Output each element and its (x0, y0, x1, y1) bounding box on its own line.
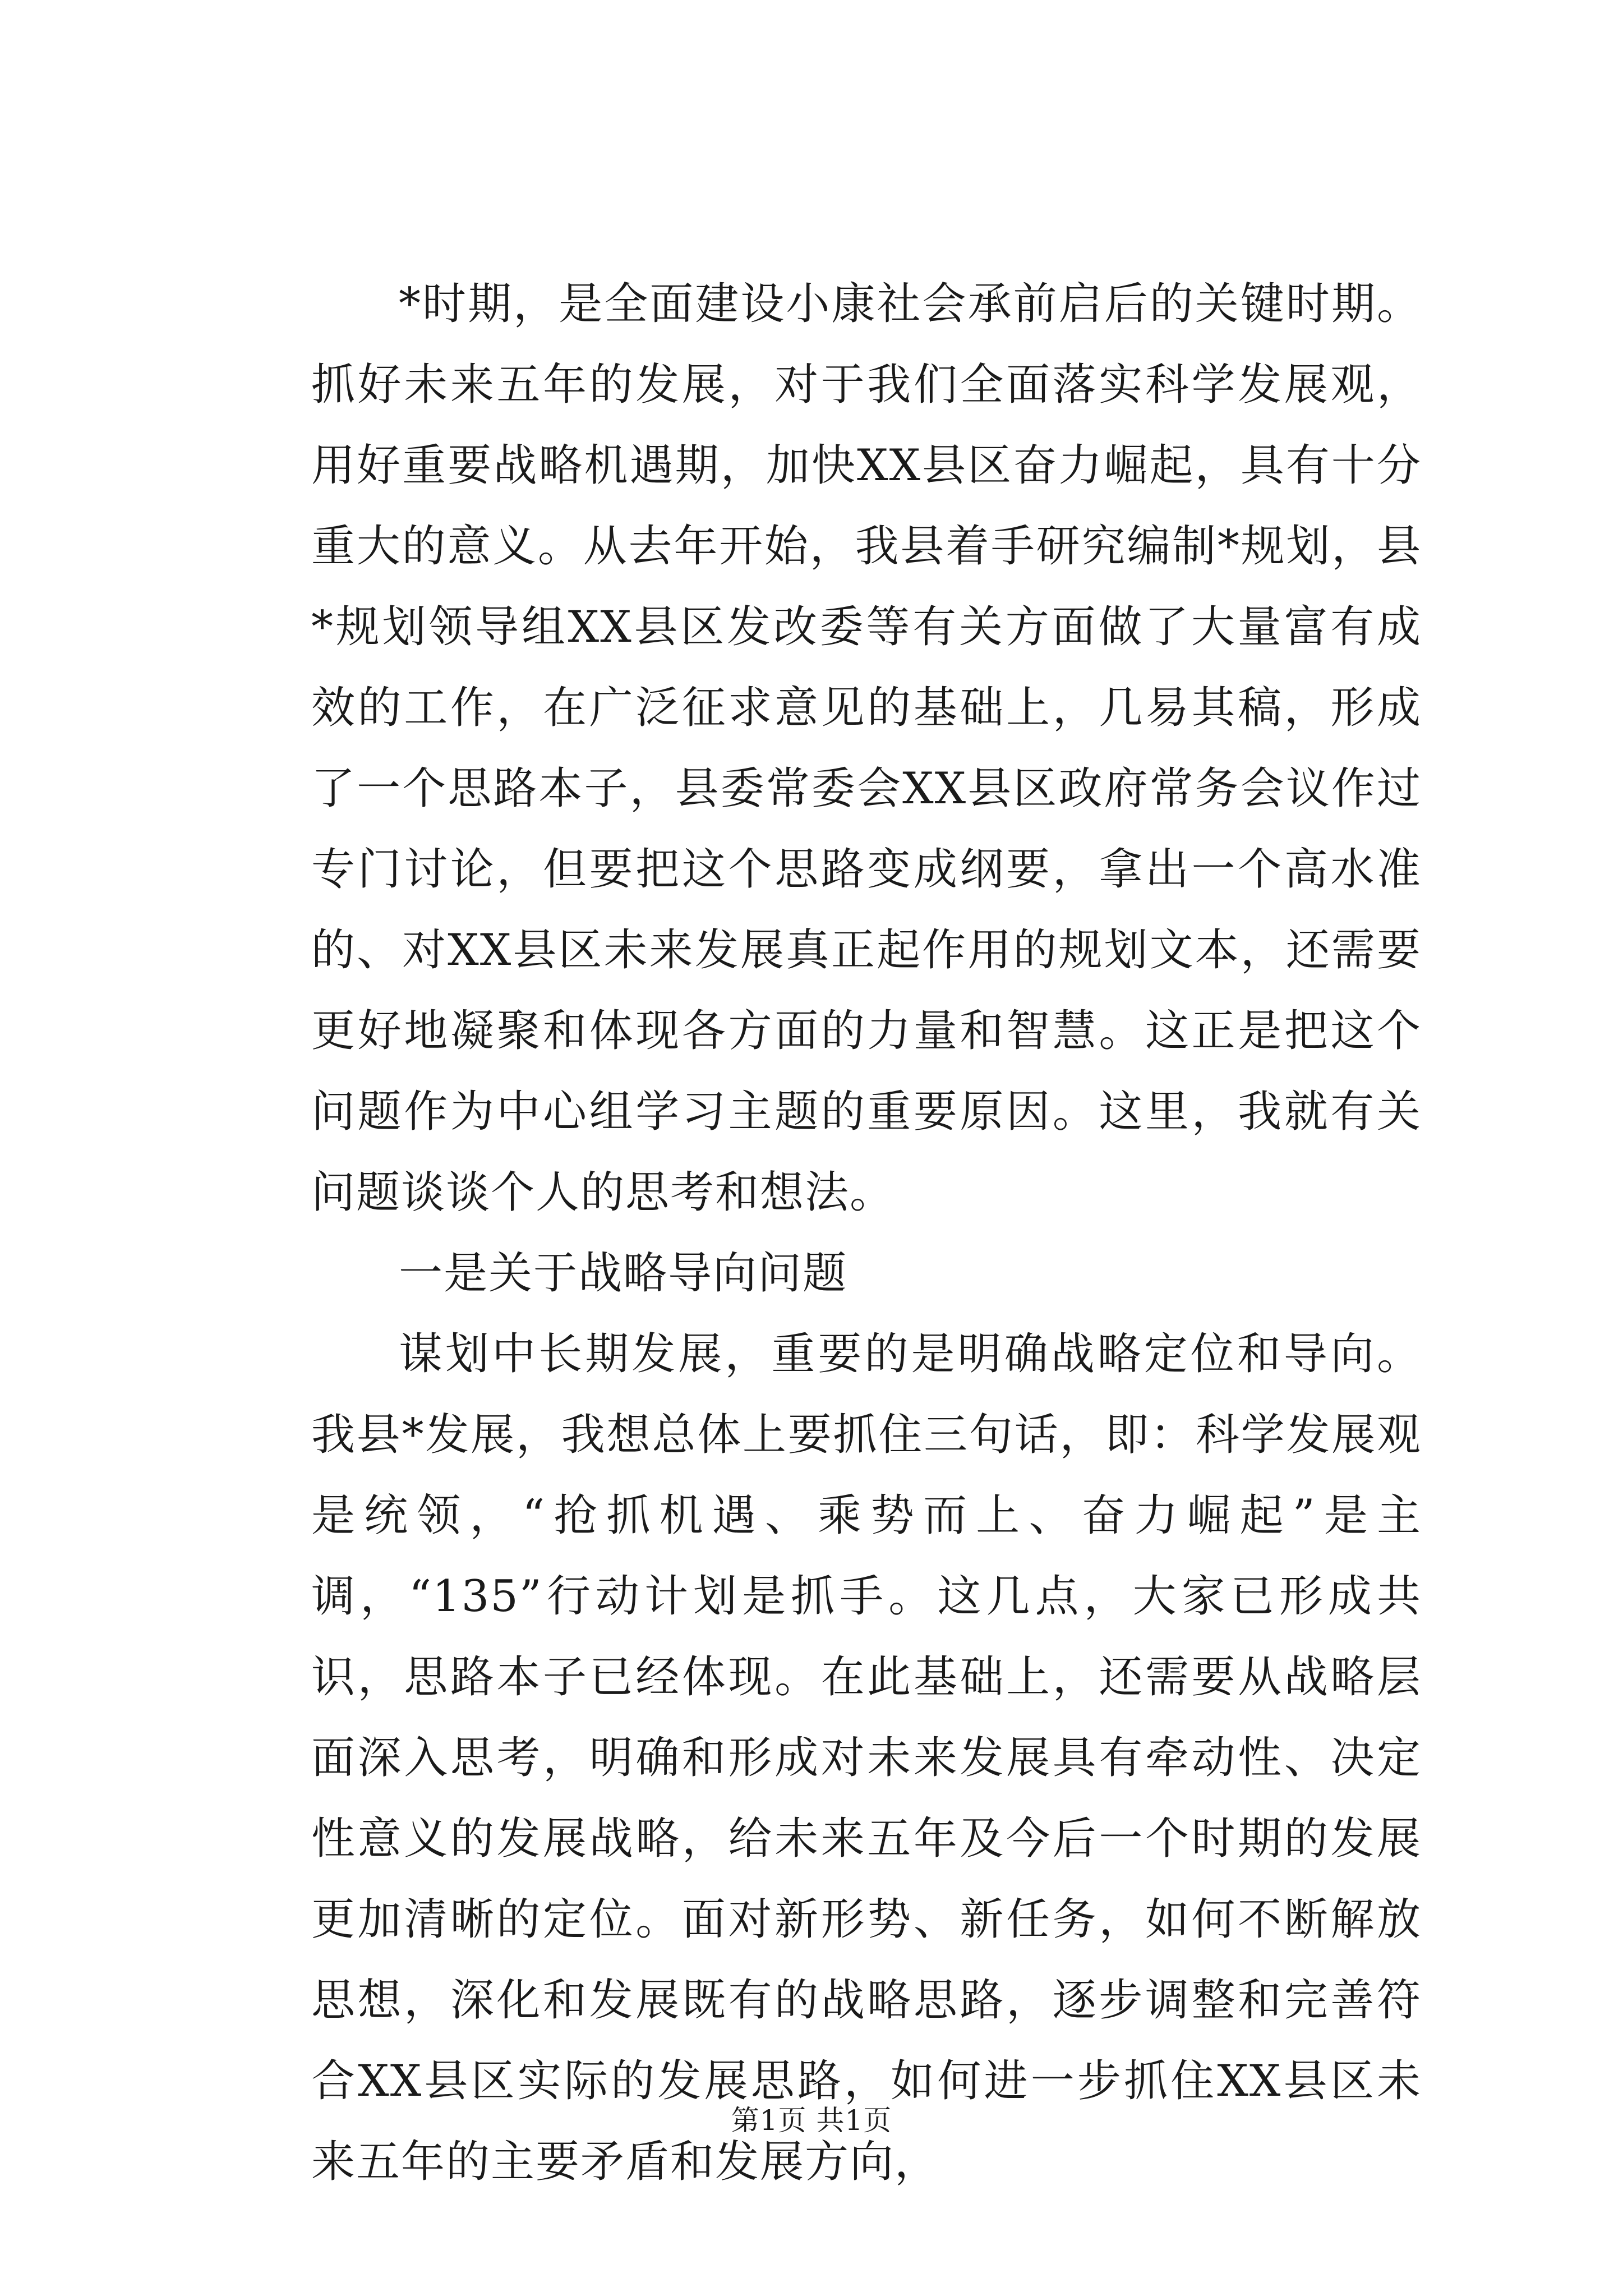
paragraph-strategy: 谋划中长期发展，重要的是明确战略定位和导向。我县*发展，我想总体上要抓住三句话，即：科学发展观是统领，“抢抓机遇、乘势而上、奋力崛起”是主调，“135”行动计划是抓手。这几点，大家已形成共识，思路本子已经体现。在此基础上，还需要从战略层面深入思考，明确和形成对未来发展具有牵动性、决定性意义的发展战略，给未来五年及今后一个时期的发展更加清晰的定位。面对新形势、新任务，如何不断解放思想，深化和发展既有的战略思路，逐步调整和完善符合XX县区实际的发展思路，如何进一步抓住XX县区未来五年的主要矛盾和发展方向， (311, 1329, 1422, 2187)
paragraph-intro: *时期，是全面建设小康社会承前启后的关键时期。抓好未来五年的发展，对于我们全面落实科学发展观，用好重要战略机遇期，加快XX县区奋力崛起，具有十分重大的意义。从去年开始，我县着手研究编制*规划，县*规划领导组XX县区发改委等有关方面做了大量富有成效的工作，在广泛征求意见的基础上，几易其稿，形成了一个思路本子，县委常委会XX县区政府常务会议作过专门讨论，但要把这个思路变成纲要，拿出一个高水准的、对XX县区未来发展真正起作用的规划文本，还需要更好地凝聚和体现各方面的力量和智慧。这正是把这个问题作为中心组学习主题的重要原因。这里，我就有关问题谈谈个人的思考和想法。 (311, 279, 1422, 1218)
document-body (311, 264, 1422, 2202)
section-heading: 一是关于战略导向问题 (399, 1248, 848, 1299)
page-footer: 第1页 共1页 (731, 2104, 892, 2137)
